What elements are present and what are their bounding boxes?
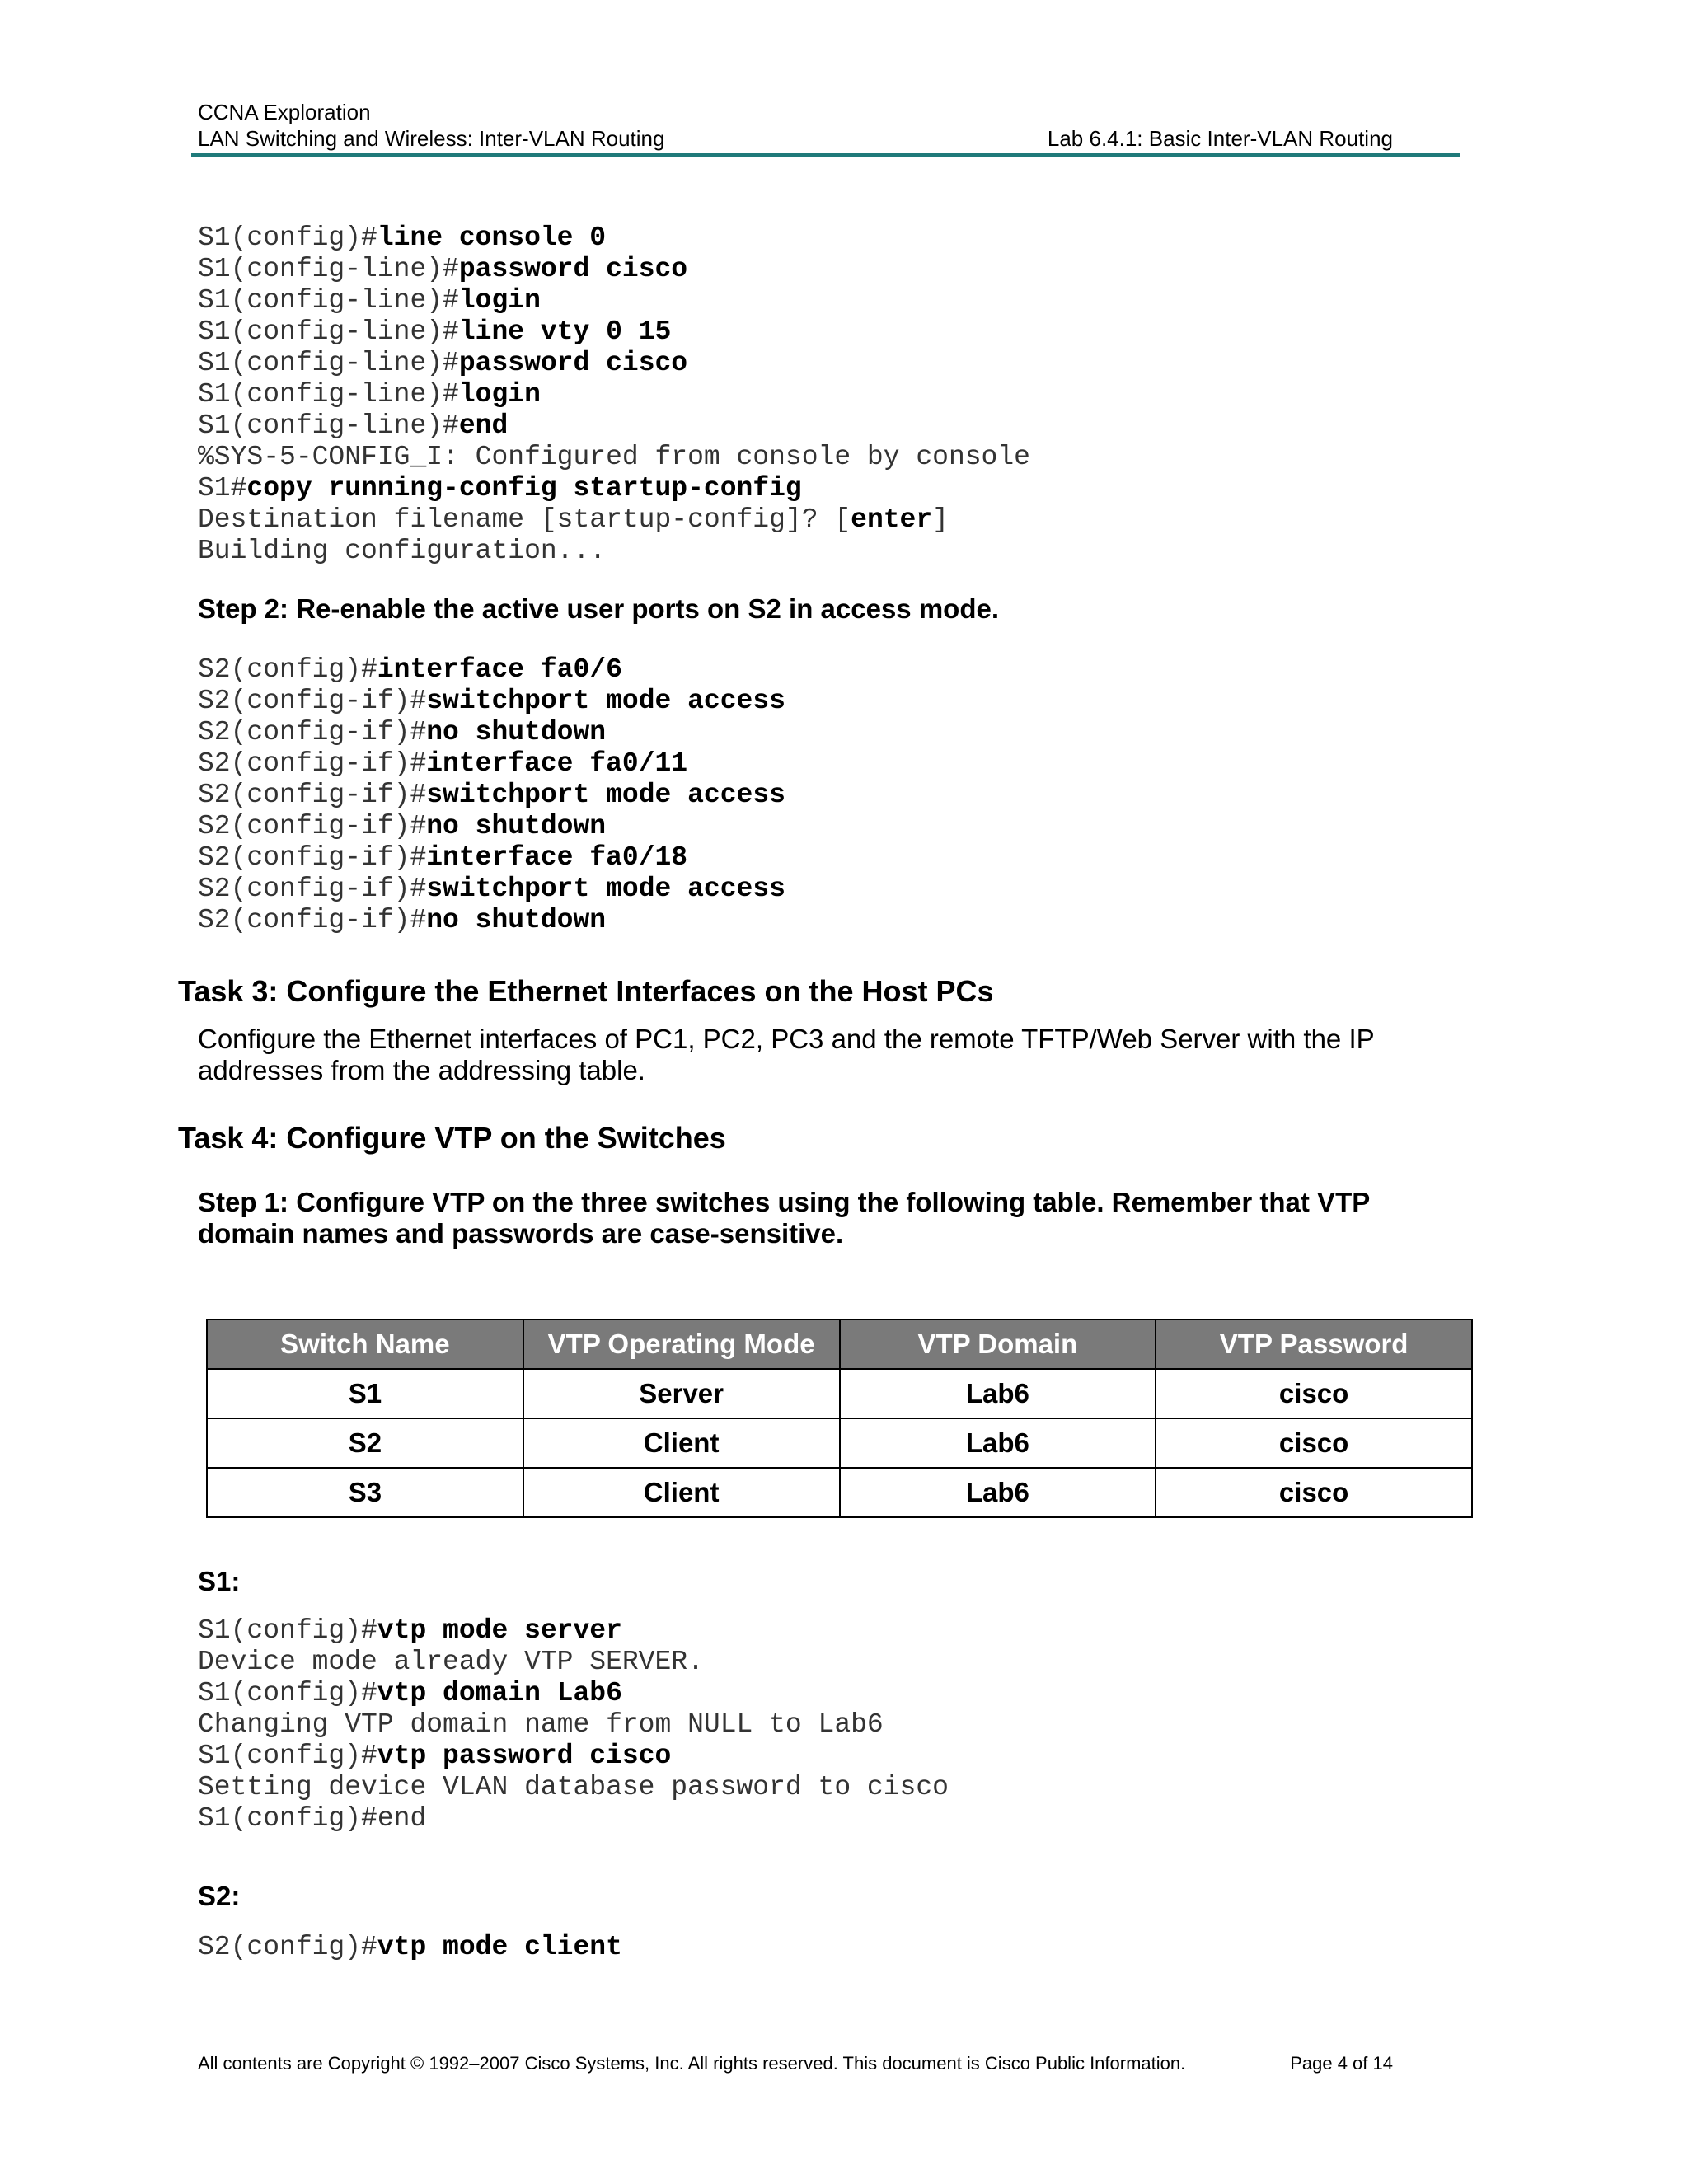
- code-command: interface fa0/11: [426, 748, 688, 779]
- header-row: [198, 125, 1393, 152]
- code-line: [198, 811, 785, 842]
- table-cell: S3: [207, 1468, 523, 1517]
- code-command: login: [458, 379, 541, 410]
- code-line: [198, 536, 1030, 567]
- code-prompt: S1(config-line)#: [198, 316, 459, 347]
- code-line: [198, 874, 785, 905]
- table-cell: Lab6: [840, 1468, 1156, 1517]
- code-line: [198, 442, 1030, 473]
- code-command: switchport mode access: [426, 686, 785, 716]
- code-line: [198, 1803, 949, 1835]
- code-line: [198, 780, 785, 811]
- table-cell: cisco: [1156, 1369, 1472, 1418]
- code-line: [198, 748, 785, 780]
- task3-paragraph: Configure the Ethernet interfaces of PC1, PC2, PC3 and the remote TFTP/Web Server with the IP addresses from the addressing table.: [198, 1024, 1375, 1085]
- code-prompt: S2(config-if)#: [198, 686, 427, 716]
- code-prompt: S1(config-line)#: [198, 348, 459, 378]
- code-prompt: S2(config)#: [198, 1932, 377, 1962]
- code-prompt: Building configuration...: [198, 536, 607, 566]
- code-command: copy running-config startup-config: [246, 473, 802, 504]
- code-line: [198, 1647, 949, 1678]
- code-prompt: S1(config)#: [198, 1741, 377, 1771]
- code-line: [198, 1615, 949, 1647]
- code-block-s1-vtp: [198, 1615, 949, 1835]
- code-line: [198, 1932, 622, 1963]
- col-header: VTP Operating Mode: [523, 1319, 840, 1369]
- code-command: vtp domain Lab6: [377, 1678, 622, 1708]
- code-prompt: Setting device VLAN database password to cisco: [198, 1772, 949, 1802]
- course-title: CCNA Exploration: [198, 100, 371, 124]
- code-line: [198, 1709, 949, 1741]
- page-footer: [198, 2052, 1393, 2075]
- code-block-s1-lines: [198, 223, 1030, 567]
- vtp-table-header-row: [207, 1319, 1472, 1369]
- code-command: line console 0: [377, 223, 607, 253]
- code-block-s2-vtp: [198, 1932, 622, 1963]
- code-prompt: S1(config-line)#: [198, 410, 459, 441]
- code-prompt: S2(config-if)#: [198, 748, 427, 779]
- code-prompt: Device mode already VTP SERVER.: [198, 1647, 704, 1677]
- table-cell: cisco: [1156, 1418, 1472, 1468]
- code-command: interface fa0/18: [426, 842, 688, 873]
- task3-heading: Task 3: Configure the Ethernet Interfaces on the Host PCs: [178, 974, 994, 1008]
- code-prompt: S2(config-if)#: [198, 717, 427, 748]
- code-prompt: Changing VTP domain name from NULL to Lab6: [198, 1709, 884, 1740]
- code-command: login: [458, 285, 541, 316]
- table-row: [207, 1418, 1472, 1468]
- code-prompt: S1(config-line)#: [198, 379, 459, 410]
- code-line: [198, 905, 785, 936]
- code-line: [198, 223, 1030, 254]
- code-line: [198, 1678, 949, 1709]
- code-command: vtp mode server: [377, 1615, 622, 1646]
- copyright-text: All contents are Copyright © 1992–2007 Cisco Systems, Inc. All rights reserved. This document is Cisco Public Information.: [198, 2053, 1186, 2074]
- module-title: LAN Switching and Wireless: Inter-VLAN Routing: [198, 126, 665, 151]
- code-prompt: S2(config-if)#: [198, 842, 427, 873]
- code-line: [198, 473, 1030, 504]
- code-prompt: S2(config-if)#: [198, 780, 427, 810]
- code-command: enter: [851, 504, 933, 535]
- code-command: password cisco: [458, 254, 688, 284]
- vtp-table: [206, 1319, 1473, 1518]
- code-prompt: %SYS-5-CONFIG_I: Configured from console by console: [198, 442, 1030, 472]
- lab-title: Lab 6.4.1: Basic Inter-VLAN Routing: [1047, 126, 1393, 151]
- code-line: [198, 717, 785, 748]
- table-cell: Client: [523, 1418, 840, 1468]
- code-prompt: Destination filename [startup-config]? [: [198, 504, 851, 535]
- code-line: [198, 316, 1030, 348]
- code-command: end: [458, 410, 509, 441]
- code-suffix: ]: [932, 504, 949, 535]
- code-prompt: S2(config-if)#: [198, 874, 427, 904]
- code-command: switchport mode access: [426, 874, 785, 904]
- code-command: interface fa0/6: [377, 654, 622, 685]
- code-prompt: S1(config-line)#: [198, 285, 459, 316]
- code-line: [198, 842, 785, 874]
- code-line: [198, 686, 785, 717]
- code-block-s2-ports: [198, 654, 785, 936]
- code-line: [198, 410, 1030, 442]
- code-prompt: S1(config)#: [198, 1678, 377, 1708]
- code-prompt: S2(config-if)#: [198, 905, 427, 935]
- table-row: [207, 1468, 1472, 1517]
- code-prompt: S1(config)#end: [198, 1803, 427, 1834]
- table-cell: Server: [523, 1369, 840, 1418]
- col-header: VTP Domain: [840, 1319, 1156, 1369]
- step2-heading: Step 2: Re-enable the active user ports on S2 in access mode.: [198, 593, 1000, 624]
- code-line: [198, 504, 1030, 536]
- code-command: switchport mode access: [426, 780, 785, 810]
- code-prompt: S1(config)#: [198, 223, 377, 253]
- col-header: Switch Name: [207, 1319, 523, 1369]
- table-cell: S1: [207, 1369, 523, 1418]
- code-line: [198, 254, 1030, 285]
- code-command: vtp password cisco: [377, 1741, 672, 1771]
- code-prompt: S1#: [198, 473, 247, 504]
- table-cell: Lab6: [840, 1369, 1156, 1418]
- header-rule: [191, 153, 1460, 157]
- code-line: [198, 379, 1030, 410]
- page-number: Page 4 of 14: [1290, 2053, 1393, 2074]
- page-header: [198, 99, 1393, 152]
- code-command: no shutdown: [426, 811, 607, 841]
- code-command: password cisco: [458, 348, 688, 378]
- table-cell: S2: [207, 1418, 523, 1468]
- code-line: [198, 285, 1030, 316]
- code-command: no shutdown: [426, 717, 607, 748]
- table-cell: Client: [523, 1468, 840, 1517]
- code-prompt: S2(config)#: [198, 654, 377, 685]
- code-command: line vty 0 15: [458, 316, 672, 347]
- code-prompt: S1(config-line)#: [198, 254, 459, 284]
- code-command: vtp mode client: [377, 1932, 622, 1962]
- task4-heading: Task 4: Configure VTP on the Switches: [178, 1121, 726, 1155]
- code-line: [198, 1741, 949, 1772]
- code-line: [198, 1772, 949, 1803]
- code-line: [198, 348, 1030, 379]
- s2-label: S2:: [198, 1881, 241, 1911]
- code-prompt: S1(config)#: [198, 1615, 377, 1646]
- code-command: no shutdown: [426, 905, 607, 935]
- step1-heading: Step 1: Configure VTP on the three switches using the following table. Remember that VTP domain names and passwords are case-sensitive.: [198, 1187, 1370, 1249]
- col-header: VTP Password: [1156, 1319, 1472, 1369]
- table-cell: cisco: [1156, 1468, 1472, 1517]
- code-line: [198, 654, 785, 686]
- table-row: [207, 1369, 1472, 1418]
- s1-label: S1:: [198, 1566, 241, 1596]
- code-prompt: S2(config-if)#: [198, 811, 427, 841]
- table-cell: Lab6: [840, 1418, 1156, 1468]
